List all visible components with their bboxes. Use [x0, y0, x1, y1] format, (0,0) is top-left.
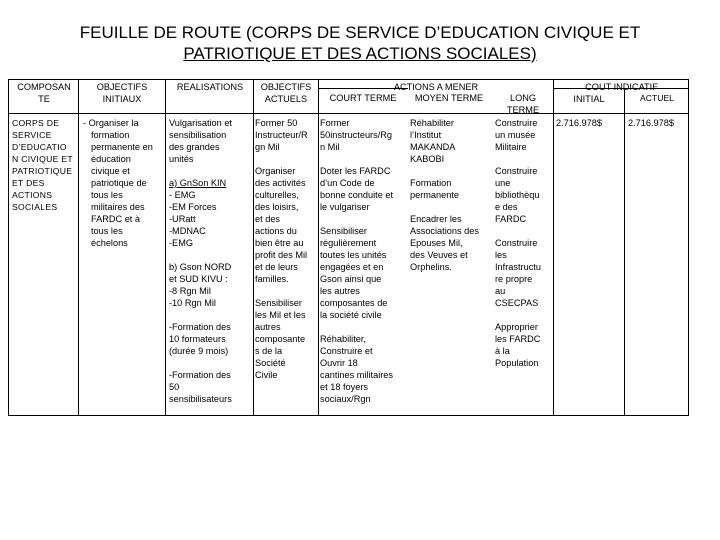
- header-cout-indicatif: COUT INDICATIF: [585, 82, 658, 92]
- header-objectifs-initiaux: OBJECTIFS INITIAUX: [96, 82, 148, 104]
- cell-realisations-5: -Formation des 50 sensibilisateurs: [169, 370, 232, 404]
- cell-objectifs-actuels-2: Organiser des activités culturelles, des loisirs, et des actions du bien être au profit des Mil et de leurs familles.: [255, 166, 308, 284]
- cell-long-terme-2: Construire une bibliothèqu e des FARDC: [495, 166, 540, 224]
- cell-court-terme-2: Doter les FARDC d’un Code de bonne conduite et le vulgariser: [320, 166, 394, 212]
- cell-cout-actuel: 2.716.978$: [628, 118, 674, 128]
- cell-court-terme-4: Réhabiliter, Construire et Ouvrir 18 cantines militaires et 18 foyers sociaux/Rgn: [320, 334, 394, 404]
- header-long-terme: LONG TERME: [506, 93, 540, 115]
- cell-realisations-1: Vulgarisation et sensibilisation des grandes unités: [169, 118, 232, 164]
- cell-objectifs-actuels-3: Sensibiliser les Mil et les autres composante s de la Société Civile: [255, 298, 306, 380]
- cell-long-terme-4: Approprier les FARDC à la Population: [495, 322, 541, 368]
- title-line-1: FEUILLE DE ROUTE (CORPS DE SERVICE D’EDUCATION CIVIQUE ET: [79, 23, 641, 42]
- cell-long-terme-1: Construire un musée Militaire: [495, 118, 538, 152]
- cell-moyen-terme-1: Réhabiliter l’Institut MAKANDA KABOBI: [410, 118, 456, 164]
- cell-moyen-terme-2: Formation permanente: [410, 178, 460, 200]
- cell-moyen-terme-3: Encadrer les Associations des Epouses Mil, des Veuves et Orphelins.: [410, 214, 479, 272]
- cell-composante: CORPS DE SERVICE D’EDUCATIO N CIVIQUE ET PATRIOTIQUE ET DES ACTIONS SOCIALES: [12, 118, 73, 212]
- title-line-2: PATRIOTIQUE ET DES ACTIONS SOCIALES): [183, 44, 537, 63]
- header-actuel: ACTUEL: [640, 93, 674, 103]
- cell-realisations-2: a) GnSon KIN - EMG -EM Forces -URatt -MDNAC -EMG: [169, 178, 227, 248]
- cell-objectifs-actuels-1: Former 50 Instructeur/R gn Mil: [255, 118, 308, 152]
- header-court-terme: COURT TERME: [329, 93, 397, 103]
- cell-realisations-4: -Formation des 10 formateurs (durée 9 mois): [169, 322, 231, 356]
- roadmap-table: [8, 79, 688, 415]
- cell-cout-initial: 2.716.978$: [556, 118, 602, 128]
- header-realisations: REALISATIONS: [176, 82, 244, 92]
- cell-long-terme-3: Construire les Infrastructu re propre au CSECPAS: [495, 238, 541, 308]
- header-initial: INITIAL: [573, 94, 605, 104]
- cell-objectifs-initiaux: - Organiser la formation permanente en éducation civique et patriotique de tous les militaires des FARDC et à tous les échelons: [83, 118, 153, 248]
- cell-court-terme-1: Former 50instructeurs/Rg n Mil: [320, 118, 393, 152]
- header-moyen-terme: MOYEN TERME: [414, 93, 484, 103]
- header-actions-a-mener: ACTIONS A MENER: [393, 82, 479, 92]
- header-objectifs-actuels: OBJECTIFS ACTUELS: [260, 82, 312, 104]
- header-composante: COMPOSAN TE: [17, 82, 71, 104]
- cell-court-terme-3: Sensibiliser régulièrement toutes les unités engagées et en Gson ainsi que les autres composantes de la société civile: [320, 226, 388, 320]
- page-title: [0, 22, 720, 64]
- cell-realisations-3: b) Gson NORD et SUD KIVU : -8 Rgn Mil -10 Rgn Mil: [169, 262, 232, 308]
